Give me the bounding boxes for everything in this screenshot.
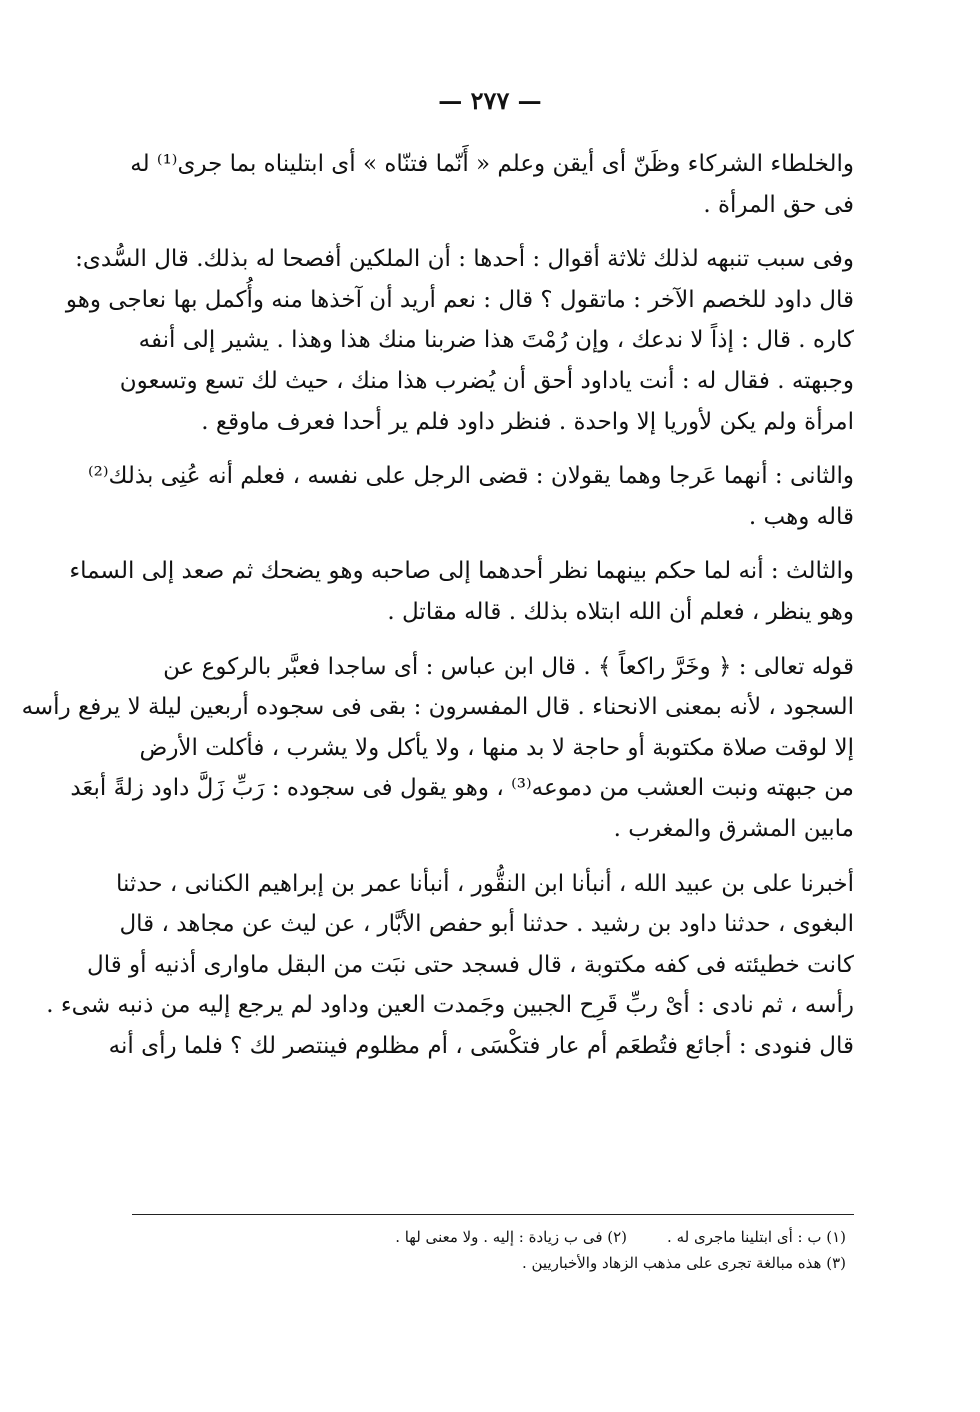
text-line: امرأة ولم يكن لأوريا إلا واحدة . فنظر داود فلم ير أحدا فعرف ماوقع . — [201, 408, 854, 435]
text-line: قوله تعالى : ﴿ وخَرَّ راكعاً ﴾ . قال ابن عباس : أى ساجدا فعبَّر بالركوع عن — [163, 653, 854, 680]
footnote-1: (١) ب : أى ابتلينا ماجرى له . — [667, 1228, 846, 1246]
text-line: البغوى ، حدثنا داود بن رشيد . حدثنا أبو حفص الأبَّار ، عن ليث عن مجاهد ، قال — [119, 911, 854, 938]
text-line: والثالث : أنه لما حكم بينهما نظر أحدهما إلى صاحبه وهو يضحك ثم صعد إلى السماء — [69, 558, 854, 585]
footnote-row — [132, 1224, 846, 1250]
paragraph-gap — [132, 633, 854, 647]
text-line: وفى سبب تنبهه لذلك ثلاثة أقوال : أحدها : أن الملكين أفصحا له بذلك. قال السُّدى: — [75, 246, 854, 273]
paragraph-gap — [132, 850, 854, 864]
paragraph-gap — [132, 442, 854, 456]
footnote-divider — [132, 1214, 854, 1215]
text-line: والثانى : أنهما عَرجا وهما يقولان : قضى الرجل على نفسه ، فعلم أنه عُنِى بذلك⁽²⁾ — [87, 463, 854, 490]
text-line: وهو ينظر ، فعلم أن الله ابتلاه بذلك . قاله مقاتل . — [387, 598, 854, 625]
footnote-3: (٣) هذه مبالغة تجرى على مذهب الزهاد والأخباريين . — [521, 1254, 846, 1272]
text-line: قال فنودى : أجائع فتُطعَم أم عار فتكْسَى ، أم مظلوم فينتصر لك ؟ فلما رأى أنه — [108, 1032, 854, 1059]
text-line: مابين المشرق والمغرب . — [613, 815, 854, 842]
text-line: أخبرنا على بن عبيد الله ، أنبأنا ابن النقُّور ، أنبأنا عمر بن إبراهيم الكنانى ، حدثنا — [115, 870, 854, 897]
text-line: قال داود للخصم الآخر : ماتقول ؟ قال : نعم أريد أن آخذها منه وأُكمل بها نعاجى وهو — [65, 286, 854, 313]
page-number: — ٢٧٧ — — [438, 86, 542, 115]
text-line: من جبهته ونبت العشب من دموعه⁽³⁾ ، وهو يقول فى سجوده : رَبِّ زَلَّ داود زلةً أبعَد — [70, 775, 854, 802]
paragraph-gap — [132, 225, 854, 239]
text-line: والخلطاء الشركاء وظَنّ أى أيقن وعلم « أَنّما فتنّاه » أى ابتليناه بما جرى⁽¹⁾ له — [130, 151, 854, 177]
text-line: إلا لوقت صلاة مكتوبة أو حاجة لا بد منها ، ولا يأكل ولا يشرب ، فأكلت الأرض — [139, 734, 854, 761]
footnotes — [132, 1224, 846, 1276]
text-line: وجبهته . فقال له : أنت ياداود أحق أن يُضرب هذا منك ، حيث لك تسع وتسعون — [119, 367, 854, 394]
text-line: كانت خطيئته فى كفه مكتوبة ، قال فسجد حتى نبَت من البقل ماوارى أذنيه أو قال — [87, 951, 854, 978]
paragraph-gap — [132, 537, 854, 551]
main-text — [21, 144, 854, 1066]
text-line: قاله وهب . — [748, 503, 854, 530]
footnote-2: (٢) فى ب زيادة : إليه . ولا معنى لها . — [395, 1228, 628, 1246]
text-line: السجود ، لأنه بمعنى الانحناء . قال المفسرون : بقى فى سجوده أربعين ليلة لا يرفع رأسه — [21, 694, 854, 721]
text-line: فى حق المرأة . — [703, 191, 854, 218]
text-line: رأسه ، ثم نادى : أىْ ربِّ قَرِح الجبين وجَمدت العين وداود لم يرجع إليه من ذنبه شىء . — [46, 992, 854, 1019]
text-line: كاره . قال : إذاً لا ندعك ، وإن رُمْتَ هذا ضربنا منك هذا وهذا . يشير إلى أنفه — [138, 327, 854, 354]
